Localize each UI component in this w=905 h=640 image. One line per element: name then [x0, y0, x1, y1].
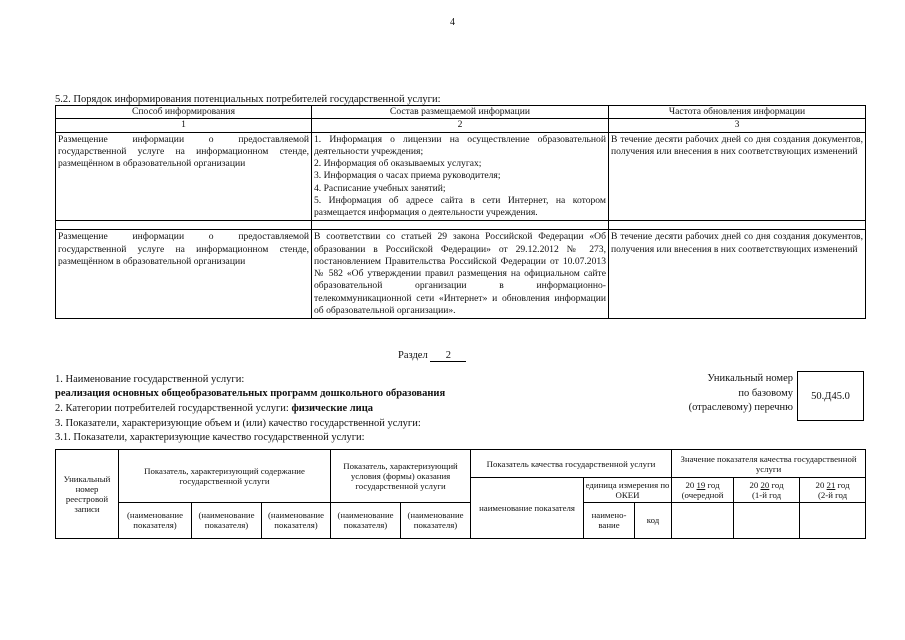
conditions-indicator-header: Показатель, характеризующий условия (формы) оказания государственной услуги — [331, 450, 471, 503]
unit-name-header: наимено-вание — [584, 502, 635, 538]
consumers-value: физические лица — [291, 403, 374, 414]
method-cell: Размещение информации о предоставляемой государственной услуге на информационном стенде, размещённом в образовательной организации — [56, 230, 312, 319]
indicator-name-header: наименование показателя — [471, 478, 584, 539]
empty-cell — [734, 502, 800, 538]
method-cell: Размещение информации о предоставляемой государственной услуге на информационном стенде, размещённом в образовательной организации — [56, 132, 312, 221]
column-header-content: Состав размещаемой информации — [312, 106, 609, 119]
informing-table-numbers — [56, 119, 866, 132]
frequency-cell: В течение десяти рабочих дней со дня создания документов, получения или внесения в них соответствующих изменений — [609, 132, 866, 221]
content-cell — [312, 132, 609, 221]
section-number: 2 — [430, 350, 466, 362]
section-label: Раздел — [398, 350, 428, 361]
unit-header: единица измерения по ОКЕИ — [584, 478, 672, 502]
sub-indicator-header: (наименование показателя) — [119, 502, 192, 538]
sub-indicator-header: (наименование показателя) — [262, 502, 331, 538]
informing-table — [55, 105, 866, 319]
sub-indicator-header: (наименование показателя) — [401, 502, 471, 538]
column-number: 3 — [609, 119, 866, 132]
quality-indicator-header: Показатель качества государственной услуги — [471, 450, 672, 478]
indicators-heading: 3. Показатели, характеризующие объем и (или) качество государственной услуги: — [55, 418, 421, 429]
content-cell: В соответствии со статьей 29 закона Российской Федерации «Об образовании в Российской Федерации» от 29.12.2012 № 273, постановлением Правительства Российской Федерации от 10.07.2013 № 582 «Об утверждении правил размещения на официальном сайте образовательной организации в информационно-телекоммуникационной сети «Интернет» и обновления информации об образовательной организации». — [312, 230, 609, 319]
unique-number-label — [668, 372, 793, 416]
table-row — [56, 230, 866, 319]
sub-indicator-header: (наименование показателя) — [192, 502, 262, 538]
section-5-2-heading: 5.2. Порядок информирования потенциальных потребителей государственной услуги: — [55, 94, 441, 105]
table-row — [56, 132, 866, 221]
column-header-frequency: Частота обновления информации — [609, 106, 866, 119]
unique-record-header: Уникальный номер реестровой записи — [56, 450, 119, 539]
unique-number-label-line: по базовому — [738, 387, 793, 399]
quality-heading: 3.1. Показатели, характеризующие качество государственной услуги: — [55, 432, 365, 443]
content-line: 4. Расписание учебных занятий; — [314, 182, 446, 194]
content-line: 1. Информация о лицензии на осуществление образовательной деятельности учреждения; — [314, 133, 606, 157]
quality-subheader-row — [56, 502, 866, 538]
page-number: 4 — [450, 17, 455, 28]
unique-number-box — [797, 371, 864, 421]
informing-table-header — [56, 106, 866, 119]
content-line: 5. Информация об адресе сайта в сети Интернет, на котором размещается информация о деятельности учреждения. — [314, 194, 606, 219]
year-header: 20 20 год (1-й год — [734, 478, 800, 502]
frequency-cell: В течение десяти рабочих дней со дня создания документов, получения или внесения в них соответствующих изменений — [609, 230, 866, 319]
content-line: 2. Информация об оказываемых услугах; — [314, 158, 482, 170]
year-header: 20 19 год (очередной — [672, 478, 734, 502]
content-indicator-header: Показатель, характеризующий содержание государственной услуги — [119, 450, 331, 503]
unique-number-label-line: Уникальный номер — [707, 373, 793, 384]
service-name-label: 1. Наименование государственной услуги: — [55, 374, 245, 385]
service-name-value: реализация основных общеобразовательных программ дошкольного образования — [55, 388, 446, 399]
spacer-row — [56, 221, 866, 230]
empty-cell — [800, 502, 866, 538]
empty-cell — [672, 502, 734, 538]
year-header: 20 21 год (2-й год — [800, 478, 866, 502]
unique-number-label-line: (отраслевому) перечню — [688, 402, 793, 414]
unique-number-value: 50.Д45.0 — [811, 390, 850, 402]
column-number: 2 — [312, 119, 609, 132]
consumers-label: 2. Категории потребителей государственной услуги: — [55, 403, 289, 414]
quality-value-header: Значение показателя качества государственной услуги — [672, 450, 866, 478]
content-line: 3. Информация о часах приема руководителя; — [314, 170, 501, 182]
unit-code-header: код — [635, 502, 672, 538]
sub-indicator-header: (наименование показателя) — [331, 502, 401, 538]
column-number: 1 — [56, 119, 312, 132]
consumers-line — [55, 403, 373, 414]
section-title — [398, 350, 466, 362]
quality-header-row — [56, 450, 866, 478]
column-header-method: Способ информирования — [56, 106, 312, 119]
quality-table — [55, 449, 866, 539]
